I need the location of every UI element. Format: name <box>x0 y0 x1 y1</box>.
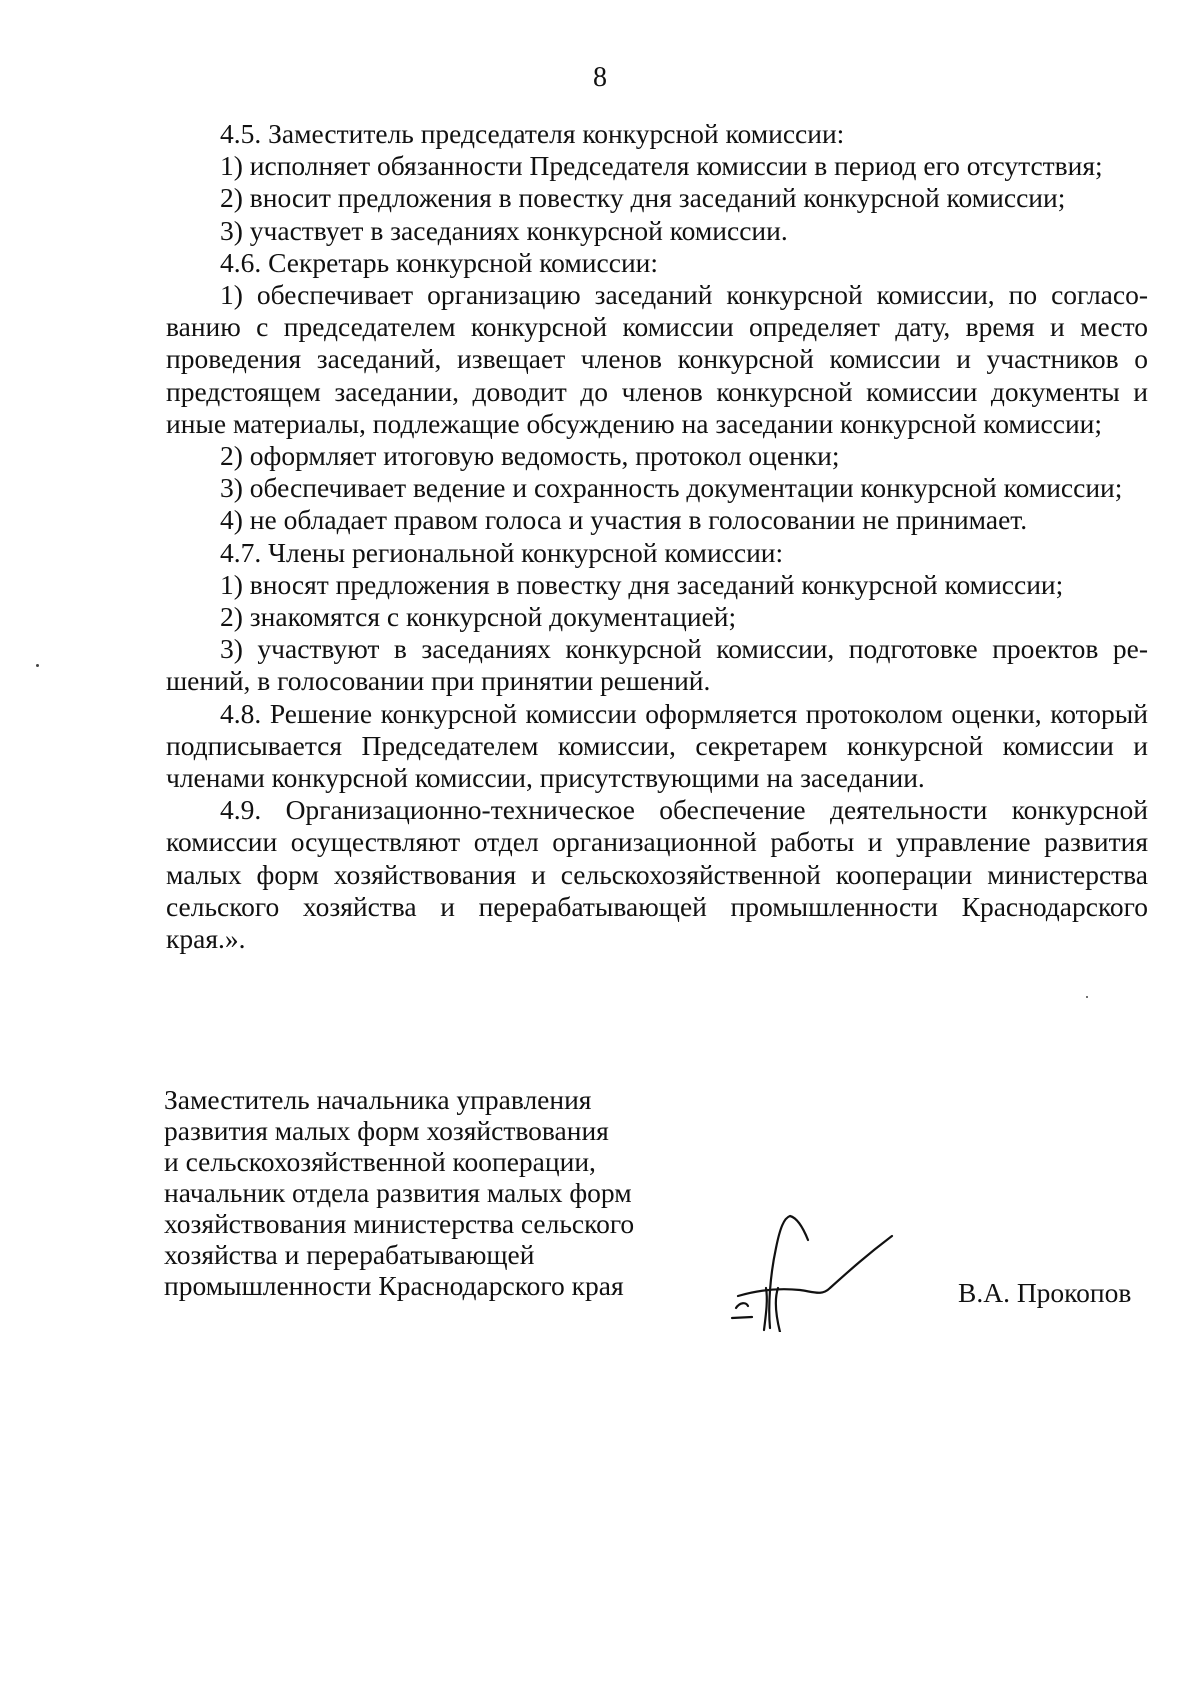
paragraph-4-7-1: 1) вносят предложения в повестку дня заседаний конкурсной комиссии; <box>220 568 1064 600</box>
body-text <box>166 118 1148 955</box>
position-line: промышленности Краснодарского края <box>164 1270 624 1301</box>
position-line: и сельскохозяйственной кооперации, <box>164 1146 596 1177</box>
paragraph-4-5-2: 2) вносит предложения в повестку дня заседаний конкурсной комиссии; <box>220 182 1066 214</box>
position-line: хозяйства и перерабатывающей <box>164 1239 535 1270</box>
paragraph-4-7: 4.7. Члены региональной конкурсной комиссии: <box>220 536 784 568</box>
signatory-position <box>164 1084 684 1301</box>
paragraph-4-8: 4.8. Решение конкурсной комиссии оформляется протоколом оценки, который подписывается Председателем комиссии, секретарем конкурсной комиссии и членами конкурсной комиссии, присутствующими на заседании. <box>166 697 1148 794</box>
paragraph-4-6: 4.6. Секретарь конкурсной комиссии: <box>220 246 659 278</box>
position-line: хозяйствования министерства сельского <box>164 1208 635 1239</box>
paragraph-4-6-1: 1) обеспечивает организацию заседаний конкурсной комиссии, по согласованию с председателем конкурсной комиссии определяет дату, время и место проведения заседаний, извещает членов конкурсной комиссии и участников о предстоящем заседании, доводит до членов конкурсной комиссии документы и иные материалы, подлежащие обсуждению на заседании конкурсной комиссии; <box>166 279 1148 439</box>
paragraph-4-5-3: 3) участвует в заседаниях конкурсной комиссии. <box>220 214 788 246</box>
scan-speck <box>1086 996 1088 998</box>
scan-speck <box>36 664 39 667</box>
position-line: начальник отдела развития малых форм <box>164 1177 632 1208</box>
paragraph-4-9: 4.9. Организационно-техническое обеспечение деятельности конкурсной комиссии осуществляют отдел организационной работы и управление развития малых форм хозяйствования и сельскохозяйственной кооперации министерства сельского хозяйства и перерабатывающей промышленности Краснодарского края.». <box>166 794 1148 955</box>
paragraph-4-5: 4.5. Заместитель председателя конкурсной комиссии: <box>220 118 845 149</box>
handwritten-signature <box>718 1196 898 1332</box>
signatory-name: В.А. Прокопов <box>958 1277 1132 1308</box>
paragraph-4-6-4: 4) не обладает правом голоса и участия в голосовании не принимает. <box>220 504 1028 536</box>
position-line: развития малых форм хозяйствования <box>164 1115 609 1146</box>
paragraph-4-6-2: 2) оформляет итоговую ведомость, протокол оценки; <box>220 440 840 472</box>
paragraph-4-7-3: 3) участвуют в заседаниях конкурсной комиссии, подготовке проектов решений, в голосовании при принятии решений. <box>166 633 1148 697</box>
position-line: Заместитель начальника управления <box>164 1084 592 1115</box>
page-number: 8 <box>593 62 607 93</box>
paragraph-4-6-3: 3) обеспечивает ведение и сохранность документации конкурсной комиссии; <box>220 472 1123 504</box>
paragraph-4-5-1: 1) исполняет обязанности Председателя комиссии в период его отсутствия; <box>220 150 1103 182</box>
paragraph-4-7-2: 2) знакомятся с конкурсной документацией; <box>220 601 737 633</box>
